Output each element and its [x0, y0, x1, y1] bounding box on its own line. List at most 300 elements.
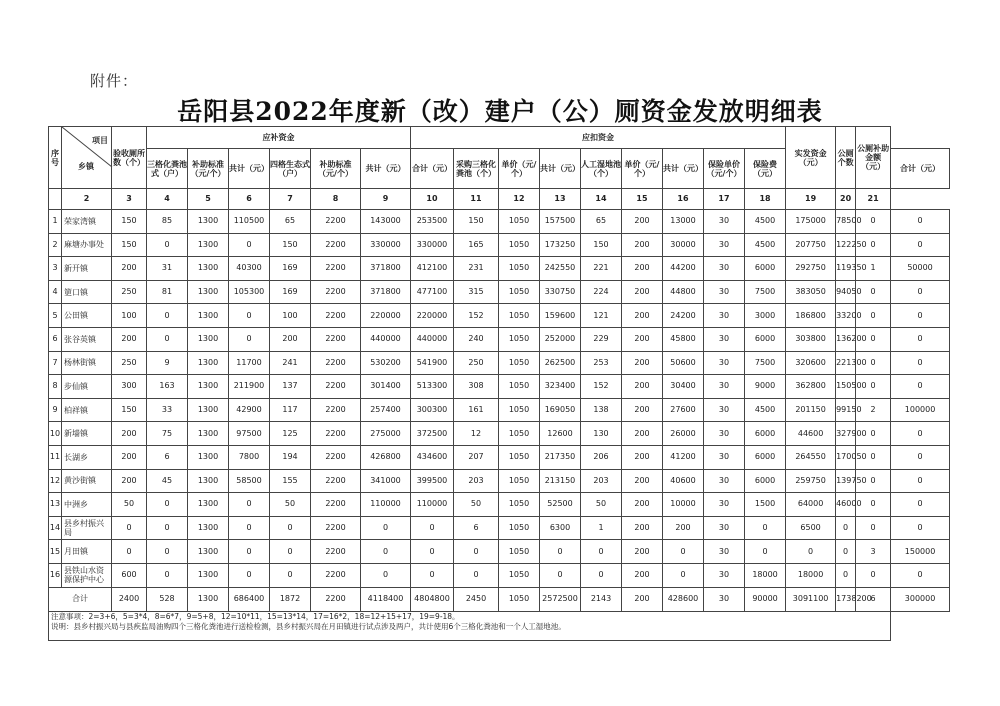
- header-sum3: 共计（元）: [540, 149, 581, 189]
- total-cell: 4804800: [411, 587, 454, 611]
- table-cell: 26000: [663, 422, 704, 446]
- table-cell: 0: [891, 351, 950, 375]
- table-cell: 2200: [311, 516, 361, 540]
- row-township: 筻口镇: [62, 280, 112, 304]
- column-number: 15: [622, 189, 663, 210]
- table-cell: 2200: [311, 540, 361, 564]
- table-cell: 110000: [361, 493, 411, 517]
- table-cell: 530200: [361, 351, 411, 375]
- table-cell: 1050: [499, 351, 540, 375]
- table-cell: 200: [622, 422, 663, 446]
- table-cell: 253: [581, 351, 622, 375]
- table-cell: 203: [454, 469, 499, 493]
- table-cell: 434600: [411, 445, 454, 469]
- table-cell: 1300: [188, 280, 229, 304]
- table-cell: 105300: [229, 280, 270, 304]
- table-cell: 1050: [499, 327, 540, 351]
- table-cell: 362800: [786, 375, 836, 399]
- note-explanation: 说明：县乡村振兴局与县疾监局油购四个三格化粪池进行送检检测，县乡村振兴局在月田镇进行试点涉及两户，共计使用6个三格化粪池和一个人工湿地池。: [51, 621, 566, 631]
- table-cell: 40600: [663, 469, 704, 493]
- table-cell: 2200: [311, 493, 361, 517]
- table-cell: 262500: [540, 351, 581, 375]
- table-cell: 200: [622, 540, 663, 564]
- table-row: [49, 516, 950, 540]
- total-cell: 1738200: [836, 587, 856, 611]
- row-seq: 16: [49, 563, 62, 587]
- row-township: 县乡村振兴局: [62, 516, 112, 540]
- table-cell: 6: [454, 516, 499, 540]
- table-cell: 1050: [499, 280, 540, 304]
- table-cell: 46000: [836, 493, 856, 517]
- table-cell: 12: [454, 422, 499, 446]
- table-row: [49, 257, 950, 281]
- table-cell: 0: [856, 375, 891, 399]
- table-cell: 119350: [836, 257, 856, 281]
- table-cell: 0: [663, 563, 704, 587]
- table-cell: 0: [891, 563, 950, 587]
- header-inspected: 验收厕所数（个）: [112, 127, 147, 189]
- table-cell: 0: [229, 233, 270, 257]
- table-cell: 1300: [188, 304, 229, 328]
- row-seq: 1: [49, 210, 62, 234]
- table-cell: 30: [704, 375, 745, 399]
- table-cell: 30: [704, 469, 745, 493]
- total-row: [49, 587, 950, 611]
- column-number-blank: [49, 189, 62, 210]
- row-township: 步仙镇: [62, 375, 112, 399]
- table-cell: 1050: [499, 493, 540, 517]
- table-cell: 0: [856, 233, 891, 257]
- table-cell: 186800: [786, 304, 836, 328]
- table-cell: 0: [147, 493, 188, 517]
- table-cell: 30: [704, 210, 745, 234]
- table-cell: 2200: [311, 304, 361, 328]
- table-cell: 241: [270, 351, 311, 375]
- header-sum1: 共计（元）: [229, 149, 270, 189]
- table-cell: 253500: [411, 210, 454, 234]
- table-row: [49, 445, 950, 469]
- table-cell: 0: [270, 516, 311, 540]
- row-seq: 11: [49, 445, 62, 469]
- total-cell: 428600: [663, 587, 704, 611]
- table-cell: 0: [361, 540, 411, 564]
- column-number: 7: [270, 189, 311, 210]
- table-cell: 155: [270, 469, 311, 493]
- table-cell: 136200: [836, 327, 856, 351]
- row-township: 荣家湾镇: [62, 210, 112, 234]
- table-cell: 341000: [361, 469, 411, 493]
- table-cell: 30: [704, 327, 745, 351]
- table-cell: 27600: [663, 398, 704, 422]
- table-cell: 100000: [891, 398, 950, 422]
- table-cell: 6000: [745, 469, 786, 493]
- table-row: [49, 210, 950, 234]
- table-cell: 97500: [229, 422, 270, 446]
- table-cell: 45800: [663, 327, 704, 351]
- total-cell: 90000: [745, 587, 786, 611]
- table-cell: 44200: [663, 257, 704, 281]
- table-row: [49, 233, 950, 257]
- row-township: 县铁山水资源保护中心: [62, 563, 112, 587]
- table-cell: 0: [540, 563, 581, 587]
- table-cell: 137: [270, 375, 311, 399]
- table-row: [49, 304, 950, 328]
- table-cell: 30: [704, 304, 745, 328]
- table-cell: 169: [270, 280, 311, 304]
- table-cell: 58500: [229, 469, 270, 493]
- row-township: 长湖乡: [62, 445, 112, 469]
- table-cell: 0: [663, 540, 704, 564]
- table-cell: 200: [112, 422, 147, 446]
- header-deduct-group: 应扣资金: [411, 127, 786, 149]
- row-seq: 8: [49, 375, 62, 399]
- table-cell: 150: [454, 210, 499, 234]
- table-row: [49, 422, 950, 446]
- table-cell: 33200: [836, 304, 856, 328]
- table-cell: 0: [361, 563, 411, 587]
- row-seq: 14: [49, 516, 62, 540]
- table-cell: 0: [856, 469, 891, 493]
- row-seq: 13: [49, 493, 62, 517]
- row-seq: 6: [49, 327, 62, 351]
- table-cell: 200: [270, 327, 311, 351]
- table-cell: 30: [704, 351, 745, 375]
- table-cell: 0: [361, 516, 411, 540]
- column-number: 19: [786, 189, 836, 210]
- table-cell: 1300: [188, 257, 229, 281]
- table-cell: 200: [622, 233, 663, 257]
- table-cell: 18000: [745, 563, 786, 587]
- table-row: [49, 280, 950, 304]
- total-cell: 200: [622, 587, 663, 611]
- table-cell: 30: [704, 445, 745, 469]
- table-cell: 0: [112, 540, 147, 564]
- table-cell: 0: [454, 563, 499, 587]
- table-cell: 1300: [188, 493, 229, 517]
- table-cell: 130: [581, 422, 622, 446]
- table-cell: 50600: [663, 351, 704, 375]
- table-cell: 200: [622, 469, 663, 493]
- table-cell: 65: [270, 210, 311, 234]
- table-cell: 0: [891, 493, 950, 517]
- column-number: 12: [499, 189, 540, 210]
- table-cell: 0: [891, 304, 950, 328]
- table-cell: 200: [622, 304, 663, 328]
- total-cell: 528: [147, 587, 188, 611]
- table-cell: 161: [454, 398, 499, 422]
- table-cell: 477100: [411, 280, 454, 304]
- total-cell: 1300: [188, 587, 229, 611]
- column-number: 18: [745, 189, 786, 210]
- table-cell: 0: [229, 516, 270, 540]
- table-cell: 1300: [188, 469, 229, 493]
- header-ins-price: 保险单价（元/个）: [704, 149, 745, 189]
- column-number: 16: [663, 189, 704, 210]
- table-cell: 2200: [311, 469, 361, 493]
- table-cell: 13000: [663, 210, 704, 234]
- total-cell: 30: [704, 587, 745, 611]
- table-cell: 1050: [499, 540, 540, 564]
- table-cell: 30000: [663, 233, 704, 257]
- table-row: [49, 493, 950, 517]
- table-cell: 300: [112, 375, 147, 399]
- table-cell: 221300: [836, 351, 856, 375]
- table-cell: 1050: [499, 422, 540, 446]
- table-cell: 220000: [361, 304, 411, 328]
- table-cell: 2200: [311, 257, 361, 281]
- table-cell: 1300: [188, 233, 229, 257]
- table-cell: 0: [147, 233, 188, 257]
- table-cell: 303800: [786, 327, 836, 351]
- table-cell: 0: [856, 351, 891, 375]
- table-cell: 152: [454, 304, 499, 328]
- table-cell: 150: [270, 233, 311, 257]
- table-cell: 0: [856, 327, 891, 351]
- table-cell: 52500: [540, 493, 581, 517]
- table-cell: 175000: [786, 210, 836, 234]
- row-township: 月田镇: [62, 540, 112, 564]
- header-three-tank: 三格化粪池式（户）: [147, 149, 188, 189]
- table-cell: 200: [663, 516, 704, 540]
- table-cell: 169050: [540, 398, 581, 422]
- header-item: 项目: [92, 136, 108, 145]
- table-cell: 1300: [188, 563, 229, 587]
- table-cell: 200: [622, 327, 663, 351]
- table-cell: 18000: [786, 563, 836, 587]
- table-cell: 40300: [229, 257, 270, 281]
- table-cell: 152: [581, 375, 622, 399]
- table-cell: 100: [270, 304, 311, 328]
- row-township: 杨林街镇: [62, 351, 112, 375]
- table-cell: 275000: [361, 422, 411, 446]
- row-seq: 5: [49, 304, 62, 328]
- table-cell: 163: [147, 375, 188, 399]
- table-cell: 0: [891, 516, 950, 540]
- table-cell: 1050: [499, 563, 540, 587]
- row-seq: 4: [49, 280, 62, 304]
- table-cell: 30: [704, 422, 745, 446]
- table-cell: 85: [147, 210, 188, 234]
- table-cell: 301400: [361, 375, 411, 399]
- table-cell: 10000: [663, 493, 704, 517]
- notes-cell: [49, 611, 891, 640]
- header-township: 乡镇: [78, 162, 94, 171]
- table-cell: 6000: [745, 422, 786, 446]
- table-cell: 1: [856, 257, 891, 281]
- header-sum4: 共计（元）: [663, 149, 704, 189]
- funding-table: [48, 126, 950, 641]
- table-cell: 221: [581, 257, 622, 281]
- table-cell: 0: [891, 469, 950, 493]
- table-cell: 1050: [499, 516, 540, 540]
- table-cell: 264550: [786, 445, 836, 469]
- table-cell: 150: [112, 398, 147, 422]
- row-seq: 10: [49, 422, 62, 446]
- table-cell: 426800: [361, 445, 411, 469]
- table-cell: 200: [622, 493, 663, 517]
- table-cell: 0: [581, 540, 622, 564]
- table-row: [49, 327, 950, 351]
- total-cell: 2400: [112, 587, 147, 611]
- table-cell: 440000: [411, 327, 454, 351]
- column-number: 9: [361, 189, 411, 210]
- table-cell: 203: [581, 469, 622, 493]
- header-sum2: 共计（元）: [361, 149, 411, 189]
- table-cell: 0: [229, 327, 270, 351]
- header-price2: 单价（元/个）: [622, 149, 663, 189]
- table-cell: 0: [411, 540, 454, 564]
- table-cell: 30: [704, 233, 745, 257]
- table-cell: 200: [622, 257, 663, 281]
- header-price1: 单价（元/个）: [499, 149, 540, 189]
- table-cell: 0: [454, 540, 499, 564]
- table-cell: 371800: [361, 280, 411, 304]
- total-cell: 6: [856, 587, 891, 611]
- table-cell: 1050: [499, 398, 540, 422]
- table-cell: 150: [112, 210, 147, 234]
- table-cell: 320600: [786, 351, 836, 375]
- total-cell: 2572500: [540, 587, 581, 611]
- table-cell: 0: [147, 540, 188, 564]
- table-cell: 6300: [540, 516, 581, 540]
- table-cell: 6000: [745, 327, 786, 351]
- table-cell: 125: [270, 422, 311, 446]
- table-cell: 2200: [311, 375, 361, 399]
- table-cell: 75: [147, 422, 188, 446]
- table-cell: 3: [856, 540, 891, 564]
- table-cell: 0: [891, 422, 950, 446]
- header-std1: 补助标准（元/个）: [188, 149, 229, 189]
- table-cell: 0: [856, 563, 891, 587]
- row-township: 中洲乡: [62, 493, 112, 517]
- table-cell: 206: [581, 445, 622, 469]
- row-seq: 9: [49, 398, 62, 422]
- table-cell: 412100: [411, 257, 454, 281]
- table-cell: 143000: [361, 210, 411, 234]
- column-number: 21: [856, 189, 891, 210]
- table-cell: 150000: [891, 540, 950, 564]
- table-cell: 150: [112, 233, 147, 257]
- table-cell: 252000: [540, 327, 581, 351]
- column-number: 2: [62, 189, 112, 210]
- table-cell: 30: [704, 563, 745, 587]
- table-cell: 323400: [540, 375, 581, 399]
- table-cell: 169: [270, 257, 311, 281]
- header-public-count: 公厕个数: [836, 127, 856, 189]
- column-number: 6: [229, 189, 270, 210]
- table-cell: 1300: [188, 422, 229, 446]
- table-cell: 30: [704, 540, 745, 564]
- total-cell: 300000: [891, 587, 950, 611]
- table-cell: 122250: [836, 233, 856, 257]
- header-item-township: [62, 127, 112, 189]
- table-cell: 50000: [891, 257, 950, 281]
- notes-row: [49, 611, 950, 640]
- table-cell: 30: [704, 516, 745, 540]
- table-cell: 1300: [188, 327, 229, 351]
- header-seq: 序号: [49, 127, 62, 189]
- table-cell: 1300: [188, 210, 229, 234]
- table-cell: 240: [454, 327, 499, 351]
- row-township: 柏祥镇: [62, 398, 112, 422]
- row-township: 黄沙街镇: [62, 469, 112, 493]
- table-cell: 64000: [786, 493, 836, 517]
- row-seq: 2: [49, 233, 62, 257]
- table-cell: 0: [147, 327, 188, 351]
- table-cell: 224: [581, 280, 622, 304]
- row-seq: 15: [49, 540, 62, 564]
- table-cell: 1050: [499, 257, 540, 281]
- table-cell: 4500: [745, 233, 786, 257]
- table-cell: 6: [147, 445, 188, 469]
- table-cell: 7500: [745, 351, 786, 375]
- total-cell: 3091100: [786, 587, 836, 611]
- total-cell: 1872: [270, 587, 311, 611]
- table-cell: 513300: [411, 375, 454, 399]
- table-cell: 259750: [786, 469, 836, 493]
- total-cell: 686400: [229, 587, 270, 611]
- table-cell: 2200: [311, 422, 361, 446]
- table-cell: 0: [856, 493, 891, 517]
- table-cell: 600: [112, 563, 147, 587]
- table-cell: 44800: [663, 280, 704, 304]
- table-cell: 0: [229, 540, 270, 564]
- table-cell: 50: [270, 493, 311, 517]
- column-number: 17: [704, 189, 745, 210]
- table-cell: 30400: [663, 375, 704, 399]
- table-cell: 2200: [311, 445, 361, 469]
- total-cell: 2143: [581, 587, 622, 611]
- table-row: [49, 563, 950, 587]
- table-cell: 1050: [499, 304, 540, 328]
- table-cell: 200: [622, 398, 663, 422]
- table-cell: 4500: [745, 398, 786, 422]
- table-cell: 7500: [745, 280, 786, 304]
- table-row: [49, 375, 950, 399]
- table-cell: 0: [856, 304, 891, 328]
- header-subsidy-group: 应补资金: [147, 127, 411, 149]
- header-ins-fee: 保险费（元）: [745, 149, 786, 189]
- header-actual: 实发资金（元）: [786, 127, 836, 189]
- table-cell: 200: [112, 469, 147, 493]
- column-number: 3: [112, 189, 147, 210]
- table-cell: 231: [454, 257, 499, 281]
- table-cell: 7800: [229, 445, 270, 469]
- table-cell: 0: [786, 540, 836, 564]
- header-public-subsidy: 公厕补助金额（元）: [856, 127, 891, 189]
- table-cell: 139750: [836, 469, 856, 493]
- row-township: 新开镇: [62, 257, 112, 281]
- table-cell: 200: [622, 351, 663, 375]
- row-township: 麻塘办事处: [62, 233, 112, 257]
- table-cell: 250: [112, 280, 147, 304]
- table-cell: 45: [147, 469, 188, 493]
- table-cell: 138: [581, 398, 622, 422]
- table-cell: 3000: [745, 304, 786, 328]
- table-cell: 315: [454, 280, 499, 304]
- table-cell: 1050: [499, 375, 540, 399]
- header-std2: 补助标准（元/个）: [311, 149, 361, 189]
- table-cell: 200: [622, 210, 663, 234]
- total-cell: 1050: [499, 587, 540, 611]
- table-cell: 1300: [188, 351, 229, 375]
- total-label: 合计: [49, 587, 112, 611]
- header-wetland: 人工湿地池（个）: [581, 149, 622, 189]
- table-cell: 6000: [745, 257, 786, 281]
- table-cell: 30: [704, 398, 745, 422]
- table-cell: 201150: [786, 398, 836, 422]
- column-number: 10: [411, 189, 454, 210]
